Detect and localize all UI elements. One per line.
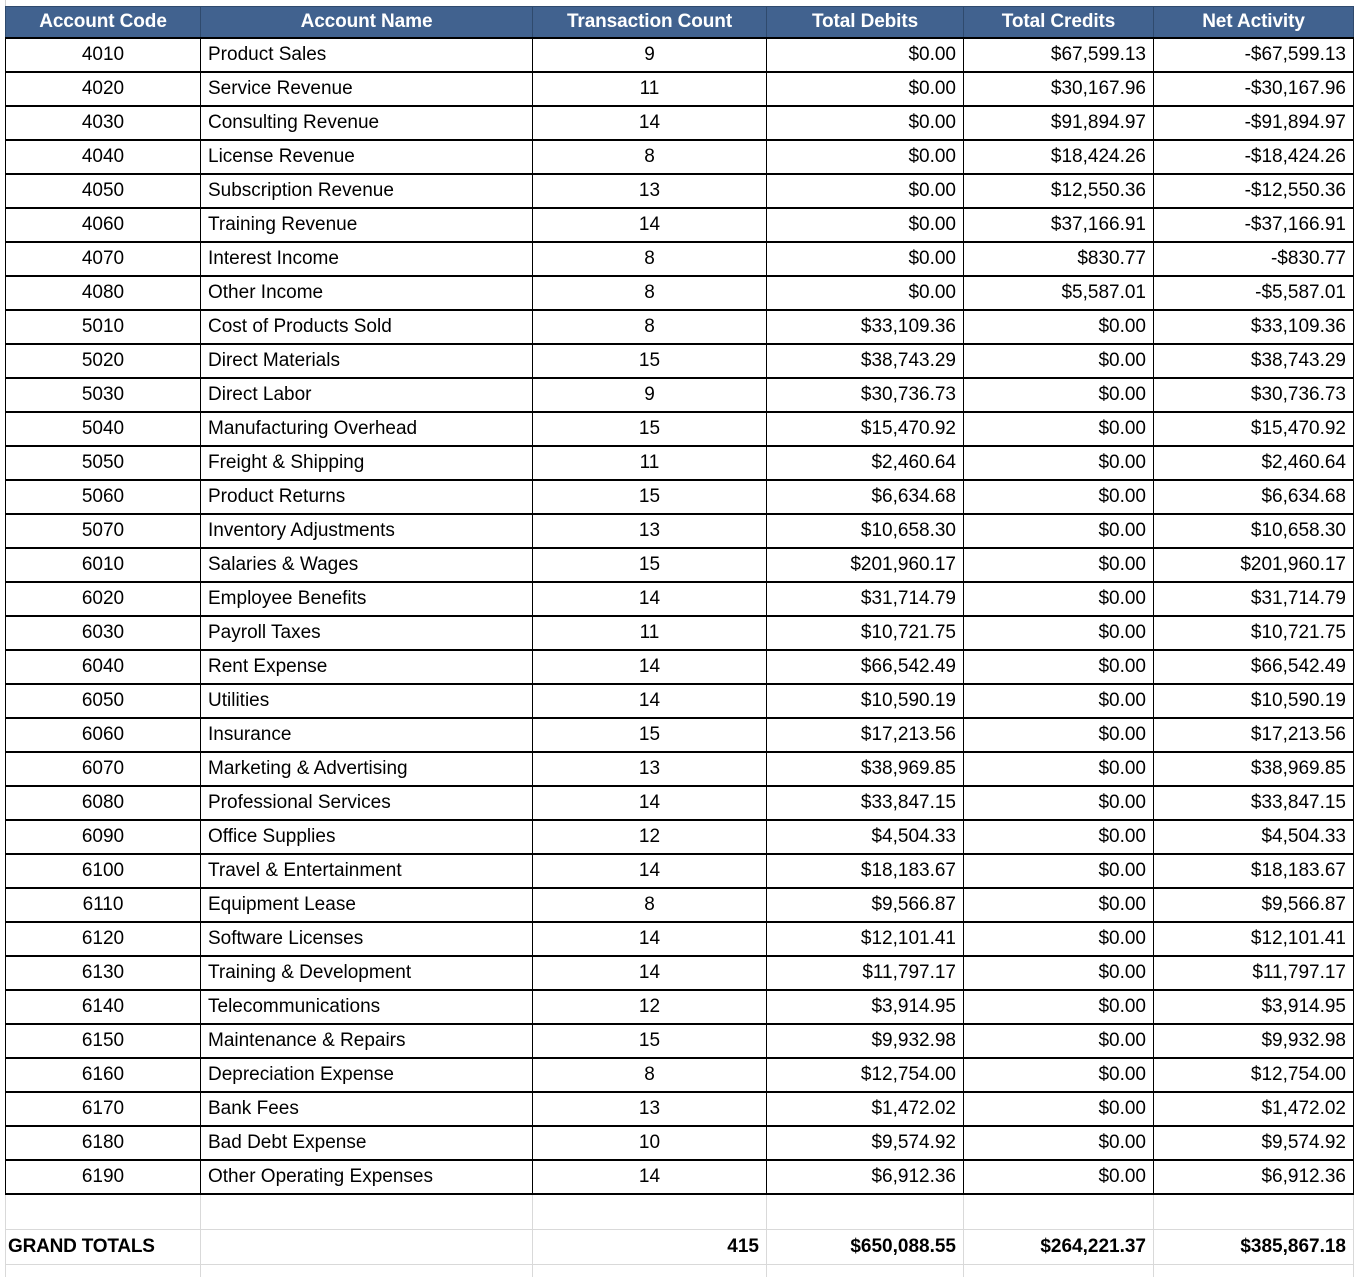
cell-transaction-count[interactable]: 14 <box>533 1160 767 1194</box>
spacer-cell <box>6 1194 201 1230</box>
cell-total-debits[interactable]: $0.00 <box>767 140 964 174</box>
cell-total-credits[interactable]: $0.00 <box>964 650 1154 684</box>
cell-account-name[interactable]: Direct Labor <box>201 378 533 412</box>
table-row[interactable] <box>6 1160 1354 1194</box>
cell-account-name[interactable]: Manufacturing Overhead <box>201 412 533 446</box>
cell-total-credits[interactable]: $0.00 <box>964 582 1154 616</box>
cell-total-credits[interactable]: $0.00 <box>964 514 1154 548</box>
cell-total-debits[interactable]: $10,658.30 <box>767 514 964 548</box>
cell-total-debits[interactable]: $12,101.41 <box>767 922 964 956</box>
table-row[interactable] <box>6 174 1354 208</box>
cell-account-name[interactable]: Freight & Shipping <box>201 446 533 480</box>
cell-net-activity[interactable]: $33,847.15 <box>1154 786 1354 820</box>
cell-total-credits[interactable]: $830.77 <box>964 242 1154 276</box>
cell-account-code[interactable]: 5050 <box>6 446 201 480</box>
table-body <box>6 38 1354 1277</box>
cell-net-activity[interactable]: $66,542.49 <box>1154 650 1354 684</box>
trailing-cell <box>201 1265 533 1277</box>
cell-account-code[interactable]: 6040 <box>6 650 201 684</box>
cell-net-activity[interactable]: $15,470.92 <box>1154 412 1354 446</box>
cell-transaction-count[interactable]: 13 <box>533 174 767 208</box>
cell-transaction-count[interactable]: 8 <box>533 310 767 344</box>
table-row[interactable] <box>6 548 1354 582</box>
trailing-row <box>6 1265 1354 1277</box>
table-row[interactable] <box>6 514 1354 548</box>
cell-net-activity[interactable]: -$37,166.91 <box>1154 208 1354 242</box>
spacer-cell <box>533 1194 767 1230</box>
cell-account-name[interactable]: Training Revenue <box>201 208 533 242</box>
cell-net-activity[interactable]: -$30,167.96 <box>1154 72 1354 106</box>
cell-transaction-count[interactable]: 8 <box>533 1058 767 1092</box>
table-row[interactable] <box>6 752 1354 786</box>
cell-account-name[interactable]: Professional Services <box>201 786 533 820</box>
cell-account-code[interactable]: 4020 <box>6 72 201 106</box>
cell-total-debits[interactable]: $0.00 <box>767 276 964 310</box>
cell-account-name[interactable]: License Revenue <box>201 140 533 174</box>
cell-account-name[interactable]: Utilities <box>201 684 533 718</box>
cell-total-debits[interactable]: $38,969.85 <box>767 752 964 786</box>
cell-account-code[interactable]: 5030 <box>6 378 201 412</box>
cell-net-activity[interactable]: $17,213.56 <box>1154 718 1354 752</box>
cell-net-activity[interactable]: $6,634.68 <box>1154 480 1354 514</box>
table-row[interactable] <box>6 140 1354 174</box>
cell-transaction-count[interactable]: 14 <box>533 684 767 718</box>
cell-net-activity[interactable]: -$18,424.26 <box>1154 140 1354 174</box>
cell-total-debits[interactable]: $1,472.02 <box>767 1092 964 1126</box>
cell-net-activity[interactable]: -$67,599.13 <box>1154 38 1354 72</box>
column-header-net-activity[interactable]: Net Activity <box>1154 7 1354 39</box>
cell-account-name[interactable]: Other Operating Expenses <box>201 1160 533 1194</box>
cell-account-code[interactable]: 6100 <box>6 854 201 888</box>
cell-account-name[interactable]: Insurance <box>201 718 533 752</box>
grand-totals-total-credits[interactable]: $264,221.37 <box>964 1230 1154 1265</box>
cell-account-name[interactable]: Product Returns <box>201 480 533 514</box>
cell-account-code[interactable]: 6060 <box>6 718 201 752</box>
spacer-cell <box>767 1194 964 1230</box>
cell-total-credits[interactable]: $0.00 <box>964 480 1154 514</box>
spacer-cell <box>201 1194 533 1230</box>
cell-account-name[interactable]: Marketing & Advertising <box>201 752 533 786</box>
table-row[interactable] <box>6 106 1354 140</box>
cell-total-credits[interactable]: $37,166.91 <box>964 208 1154 242</box>
cell-total-debits[interactable]: $31,714.79 <box>767 582 964 616</box>
column-header-account-name[interactable]: Account Name <box>201 7 533 39</box>
cell-total-debits[interactable]: $0.00 <box>767 208 964 242</box>
cell-transaction-count[interactable]: 13 <box>533 514 767 548</box>
trailing-cell <box>533 1265 767 1277</box>
cell-total-credits[interactable]: $0.00 <box>964 1092 1154 1126</box>
header-row <box>6 7 1354 39</box>
cell-total-debits[interactable]: $0.00 <box>767 174 964 208</box>
cell-transaction-count[interactable]: 12 <box>533 990 767 1024</box>
cell-account-name[interactable]: Rent Expense <box>201 650 533 684</box>
cell-total-debits[interactable]: $17,213.56 <box>767 718 964 752</box>
cell-transaction-count[interactable]: 14 <box>533 786 767 820</box>
cell-account-code[interactable]: 4010 <box>6 38 201 72</box>
cell-total-debits[interactable]: $201,960.17 <box>767 548 964 582</box>
cell-total-credits[interactable]: $0.00 <box>964 888 1154 922</box>
cell-total-debits[interactable]: $18,183.67 <box>767 854 964 888</box>
table-row[interactable] <box>6 616 1354 650</box>
table-row[interactable] <box>6 446 1354 480</box>
table-row[interactable] <box>6 990 1354 1024</box>
cell-account-code[interactable]: 5010 <box>6 310 201 344</box>
cell-total-credits[interactable]: $0.00 <box>964 1160 1154 1194</box>
grand-totals-net-activity[interactable]: $385,867.18 <box>1154 1230 1354 1265</box>
cell-account-name[interactable]: Payroll Taxes <box>201 616 533 650</box>
cell-account-name[interactable]: Salaries & Wages <box>201 548 533 582</box>
cell-total-credits[interactable]: $0.00 <box>964 1058 1154 1092</box>
cell-total-debits[interactable]: $11,797.17 <box>767 956 964 990</box>
cell-total-debits[interactable]: $38,743.29 <box>767 344 964 378</box>
cell-total-debits[interactable]: $15,470.92 <box>767 412 964 446</box>
cell-account-code[interactable]: 6180 <box>6 1126 201 1160</box>
cell-transaction-count[interactable]: 14 <box>533 582 767 616</box>
cell-total-credits[interactable]: $0.00 <box>964 1126 1154 1160</box>
cell-net-activity[interactable]: $12,101.41 <box>1154 922 1354 956</box>
cell-account-code[interactable]: 6160 <box>6 1058 201 1092</box>
cell-total-debits[interactable]: $0.00 <box>767 106 964 140</box>
cell-total-debits[interactable]: $10,721.75 <box>767 616 964 650</box>
cell-account-name[interactable]: Equipment Lease <box>201 888 533 922</box>
table-row[interactable] <box>6 208 1354 242</box>
cell-transaction-count[interactable]: 15 <box>533 480 767 514</box>
account-activity-table <box>5 6 1354 1277</box>
cell-total-credits[interactable]: $30,167.96 <box>964 72 1154 106</box>
cell-total-debits[interactable]: $2,460.64 <box>767 446 964 480</box>
spacer-row <box>6 1194 1354 1230</box>
cell-account-name[interactable]: Cost of Products Sold <box>201 310 533 344</box>
cell-transaction-count[interactable]: 14 <box>533 922 767 956</box>
cell-total-debits[interactable]: $0.00 <box>767 38 964 72</box>
cell-account-code[interactable]: 6190 <box>6 1160 201 1194</box>
cell-total-debits[interactable]: $33,847.15 <box>767 786 964 820</box>
cell-account-name[interactable]: Training & Development <box>201 956 533 990</box>
cell-account-code[interactable]: 6110 <box>6 888 201 922</box>
cell-net-activity[interactable]: $10,590.19 <box>1154 684 1354 718</box>
cell-account-name[interactable]: Employee Benefits <box>201 582 533 616</box>
cell-transaction-count[interactable]: 12 <box>533 820 767 854</box>
table-row[interactable] <box>6 1092 1354 1126</box>
cell-transaction-count[interactable]: 15 <box>533 344 767 378</box>
cell-net-activity[interactable]: $38,743.29 <box>1154 344 1354 378</box>
table-row[interactable] <box>6 412 1354 446</box>
cell-net-activity[interactable]: $1,472.02 <box>1154 1092 1354 1126</box>
cell-transaction-count[interactable]: 15 <box>533 718 767 752</box>
cell-total-debits[interactable]: $0.00 <box>767 242 964 276</box>
cell-total-credits[interactable]: $0.00 <box>964 1024 1154 1058</box>
table-row[interactable] <box>6 650 1354 684</box>
cell-net-activity[interactable]: $18,183.67 <box>1154 854 1354 888</box>
cell-transaction-count[interactable]: 14 <box>533 106 767 140</box>
cell-net-activity[interactable]: $33,109.36 <box>1154 310 1354 344</box>
cell-transaction-count[interactable]: 15 <box>533 548 767 582</box>
cell-account-code[interactable]: 6070 <box>6 752 201 786</box>
cell-account-code[interactable]: 5040 <box>6 412 201 446</box>
cell-total-debits[interactable]: $10,590.19 <box>767 684 964 718</box>
cell-account-name[interactable]: Bad Debt Expense <box>201 1126 533 1160</box>
cell-transaction-count[interactable]: 15 <box>533 1024 767 1058</box>
column-header-account-code[interactable]: Account Code <box>6 7 201 39</box>
cell-account-code[interactable]: 6030 <box>6 616 201 650</box>
trailing-cell <box>6 1265 201 1277</box>
cell-account-code[interactable]: 4070 <box>6 242 201 276</box>
column-header-transaction-count[interactable]: Transaction Count <box>533 7 767 39</box>
table-row[interactable] <box>6 242 1354 276</box>
table-row[interactable] <box>6 276 1354 310</box>
cell-net-activity[interactable]: $30,736.73 <box>1154 378 1354 412</box>
cell-account-code[interactable]: 4040 <box>6 140 201 174</box>
cell-total-debits[interactable]: $66,542.49 <box>767 650 964 684</box>
table-row[interactable] <box>6 854 1354 888</box>
cell-total-credits[interactable]: $0.00 <box>964 786 1154 820</box>
cell-total-credits[interactable]: $91,894.97 <box>964 106 1154 140</box>
spacer-cell <box>964 1194 1154 1230</box>
cell-total-debits[interactable]: $33,109.36 <box>767 310 964 344</box>
cell-total-credits[interactable]: $0.00 <box>964 446 1154 480</box>
cell-net-activity[interactable]: $6,912.36 <box>1154 1160 1354 1194</box>
cell-total-credits[interactable]: $0.00 <box>964 548 1154 582</box>
cell-account-code[interactable]: 4050 <box>6 174 201 208</box>
trailing-cell <box>1154 1265 1354 1277</box>
cell-transaction-count[interactable]: 8 <box>533 140 767 174</box>
cell-account-code[interactable]: 6130 <box>6 956 201 990</box>
grand-totals-row[interactable] <box>6 1230 1354 1265</box>
cell-net-activity[interactable]: $11,797.17 <box>1154 956 1354 990</box>
cell-total-credits[interactable]: $0.00 <box>964 378 1154 412</box>
table-row[interactable] <box>6 684 1354 718</box>
cell-transaction-count[interactable]: 13 <box>533 1092 767 1126</box>
cell-net-activity[interactable]: -$830.77 <box>1154 242 1354 276</box>
cell-net-activity[interactable]: $4,504.33 <box>1154 820 1354 854</box>
cell-net-activity[interactable]: $38,969.85 <box>1154 752 1354 786</box>
table-row[interactable] <box>6 888 1354 922</box>
cell-account-code[interactable]: 6120 <box>6 922 201 956</box>
cell-total-credits[interactable]: $0.00 <box>964 344 1154 378</box>
table-row[interactable] <box>6 344 1354 378</box>
table-row[interactable] <box>6 72 1354 106</box>
cell-total-debits[interactable]: $9,932.98 <box>767 1024 964 1058</box>
cell-transaction-count[interactable]: 8 <box>533 242 767 276</box>
cell-total-credits[interactable]: $67,599.13 <box>964 38 1154 72</box>
cell-transaction-count[interactable]: 14 <box>533 956 767 990</box>
cell-account-name[interactable]: Interest Income <box>201 242 533 276</box>
cell-account-name[interactable]: Travel & Entertainment <box>201 854 533 888</box>
cell-account-name[interactable]: Maintenance & Repairs <box>201 1024 533 1058</box>
cell-net-activity[interactable]: $2,460.64 <box>1154 446 1354 480</box>
cell-total-credits[interactable]: $0.00 <box>964 310 1154 344</box>
cell-account-name[interactable]: Depreciation Expense <box>201 1058 533 1092</box>
cell-net-activity[interactable]: $9,574.92 <box>1154 1126 1354 1160</box>
cell-total-credits[interactable]: $5,587.01 <box>964 276 1154 310</box>
cell-account-code[interactable]: 4030 <box>6 106 201 140</box>
cell-account-code[interactable]: 6080 <box>6 786 201 820</box>
cell-account-code[interactable]: 4080 <box>6 276 201 310</box>
cell-net-activity[interactable]: $9,932.98 <box>1154 1024 1354 1058</box>
cell-account-code[interactable]: 5070 <box>6 514 201 548</box>
cell-net-activity[interactable]: $10,721.75 <box>1154 616 1354 650</box>
cell-transaction-count[interactable]: 8 <box>533 888 767 922</box>
cell-net-activity[interactable]: $12,754.00 <box>1154 1058 1354 1092</box>
cell-account-name[interactable]: Other Income <box>201 276 533 310</box>
cell-account-name[interactable]: Service Revenue <box>201 72 533 106</box>
cell-total-debits[interactable]: $12,754.00 <box>767 1058 964 1092</box>
cell-account-code[interactable]: 6170 <box>6 1092 201 1126</box>
table-header <box>6 7 1354 39</box>
column-header-total-credits[interactable]: Total Credits <box>964 7 1154 39</box>
cell-net-activity[interactable]: -$91,894.97 <box>1154 106 1354 140</box>
cell-total-debits[interactable]: $9,574.92 <box>767 1126 964 1160</box>
table-row[interactable] <box>6 582 1354 616</box>
cell-transaction-count[interactable]: 9 <box>533 38 767 72</box>
spacer-cell <box>1154 1194 1354 1230</box>
cell-transaction-count[interactable]: 13 <box>533 752 767 786</box>
table-row[interactable] <box>6 480 1354 514</box>
cell-transaction-count[interactable]: 11 <box>533 446 767 480</box>
cell-transaction-count[interactable]: 14 <box>533 854 767 888</box>
cell-net-activity[interactable]: $10,658.30 <box>1154 514 1354 548</box>
cell-total-debits[interactable]: $3,914.95 <box>767 990 964 1024</box>
cell-account-name[interactable]: Subscription Revenue <box>201 174 533 208</box>
cell-net-activity[interactable]: -$12,550.36 <box>1154 174 1354 208</box>
cell-transaction-count[interactable]: 11 <box>533 616 767 650</box>
cell-account-name[interactable]: Inventory Adjustments <box>201 514 533 548</box>
grand-totals-name[interactable] <box>201 1230 533 1265</box>
cell-total-debits[interactable]: $9,566.87 <box>767 888 964 922</box>
cell-account-code[interactable]: 6140 <box>6 990 201 1024</box>
cell-account-code[interactable]: 5020 <box>6 344 201 378</box>
table-row[interactable] <box>6 922 1354 956</box>
grand-totals-transaction-count[interactable]: 415 <box>533 1230 767 1265</box>
cell-net-activity[interactable]: $31,714.79 <box>1154 582 1354 616</box>
cell-total-credits[interactable]: $0.00 <box>964 412 1154 446</box>
table-row[interactable] <box>6 1024 1354 1058</box>
cell-net-activity[interactable]: $3,914.95 <box>1154 990 1354 1024</box>
cell-transaction-count[interactable]: 8 <box>533 276 767 310</box>
cell-total-debits[interactable]: $6,634.68 <box>767 480 964 514</box>
cell-total-debits[interactable]: $30,736.73 <box>767 378 964 412</box>
cell-total-credits[interactable]: $0.00 <box>964 616 1154 650</box>
cell-account-code[interactable]: 6010 <box>6 548 201 582</box>
cell-total-debits[interactable]: $0.00 <box>767 72 964 106</box>
cell-account-code[interactable]: 6090 <box>6 820 201 854</box>
cell-total-debits[interactable]: $6,912.36 <box>767 1160 964 1194</box>
table-row[interactable] <box>6 718 1354 752</box>
column-header-total-debits[interactable]: Total Debits <box>767 7 964 39</box>
cell-total-credits[interactable]: $18,424.26 <box>964 140 1154 174</box>
cell-account-name[interactable]: Consulting Revenue <box>201 106 533 140</box>
cell-account-name[interactable]: Product Sales <box>201 38 533 72</box>
table-row[interactable] <box>6 378 1354 412</box>
cell-account-code[interactable]: 5060 <box>6 480 201 514</box>
grand-totals-label[interactable]: GRAND TOTALS <box>6 1230 201 1265</box>
cell-total-credits[interactable]: $0.00 <box>964 956 1154 990</box>
cell-transaction-count[interactable]: 10 <box>533 1126 767 1160</box>
table-row[interactable] <box>6 38 1354 72</box>
cell-total-credits[interactable]: $0.00 <box>964 718 1154 752</box>
cell-total-credits[interactable]: $0.00 <box>964 820 1154 854</box>
table-row[interactable] <box>6 310 1354 344</box>
cell-total-credits[interactable]: $0.00 <box>964 854 1154 888</box>
cell-account-name[interactable]: Telecommunications <box>201 990 533 1024</box>
cell-account-name[interactable]: Office Supplies <box>201 820 533 854</box>
table-row[interactable] <box>6 956 1354 990</box>
cell-account-code[interactable]: 4060 <box>6 208 201 242</box>
cell-net-activity[interactable]: $201,960.17 <box>1154 548 1354 582</box>
cell-total-debits[interactable]: $4,504.33 <box>767 820 964 854</box>
cell-account-name[interactable]: Bank Fees <box>201 1092 533 1126</box>
cell-net-activity[interactable]: -$5,587.01 <box>1154 276 1354 310</box>
grand-totals-total-debits[interactable]: $650,088.55 <box>767 1230 964 1265</box>
cell-transaction-count[interactable]: 11 <box>533 72 767 106</box>
cell-total-credits[interactable]: $12,550.36 <box>964 174 1154 208</box>
cell-total-credits[interactable]: $0.00 <box>964 922 1154 956</box>
cell-account-name[interactable]: Software Licenses <box>201 922 533 956</box>
cell-total-credits[interactable]: $0.00 <box>964 752 1154 786</box>
trailing-cell <box>767 1265 964 1277</box>
cell-account-code[interactable]: 6050 <box>6 684 201 718</box>
cell-transaction-count[interactable]: 9 <box>533 378 767 412</box>
cell-transaction-count[interactable]: 15 <box>533 412 767 446</box>
trailing-cell <box>964 1265 1154 1277</box>
cell-total-credits[interactable]: $0.00 <box>964 990 1154 1024</box>
cell-transaction-count[interactable]: 14 <box>533 650 767 684</box>
table-row[interactable] <box>6 786 1354 820</box>
cell-account-code[interactable]: 6020 <box>6 582 201 616</box>
table-row[interactable] <box>6 1058 1354 1092</box>
cell-transaction-count[interactable]: 14 <box>533 208 767 242</box>
table-row[interactable] <box>6 1126 1354 1160</box>
cell-account-name[interactable]: Direct Materials <box>201 344 533 378</box>
cell-net-activity[interactable]: $9,566.87 <box>1154 888 1354 922</box>
cell-account-code[interactable]: 6150 <box>6 1024 201 1058</box>
cell-total-credits[interactable]: $0.00 <box>964 684 1154 718</box>
table-row[interactable] <box>6 820 1354 854</box>
